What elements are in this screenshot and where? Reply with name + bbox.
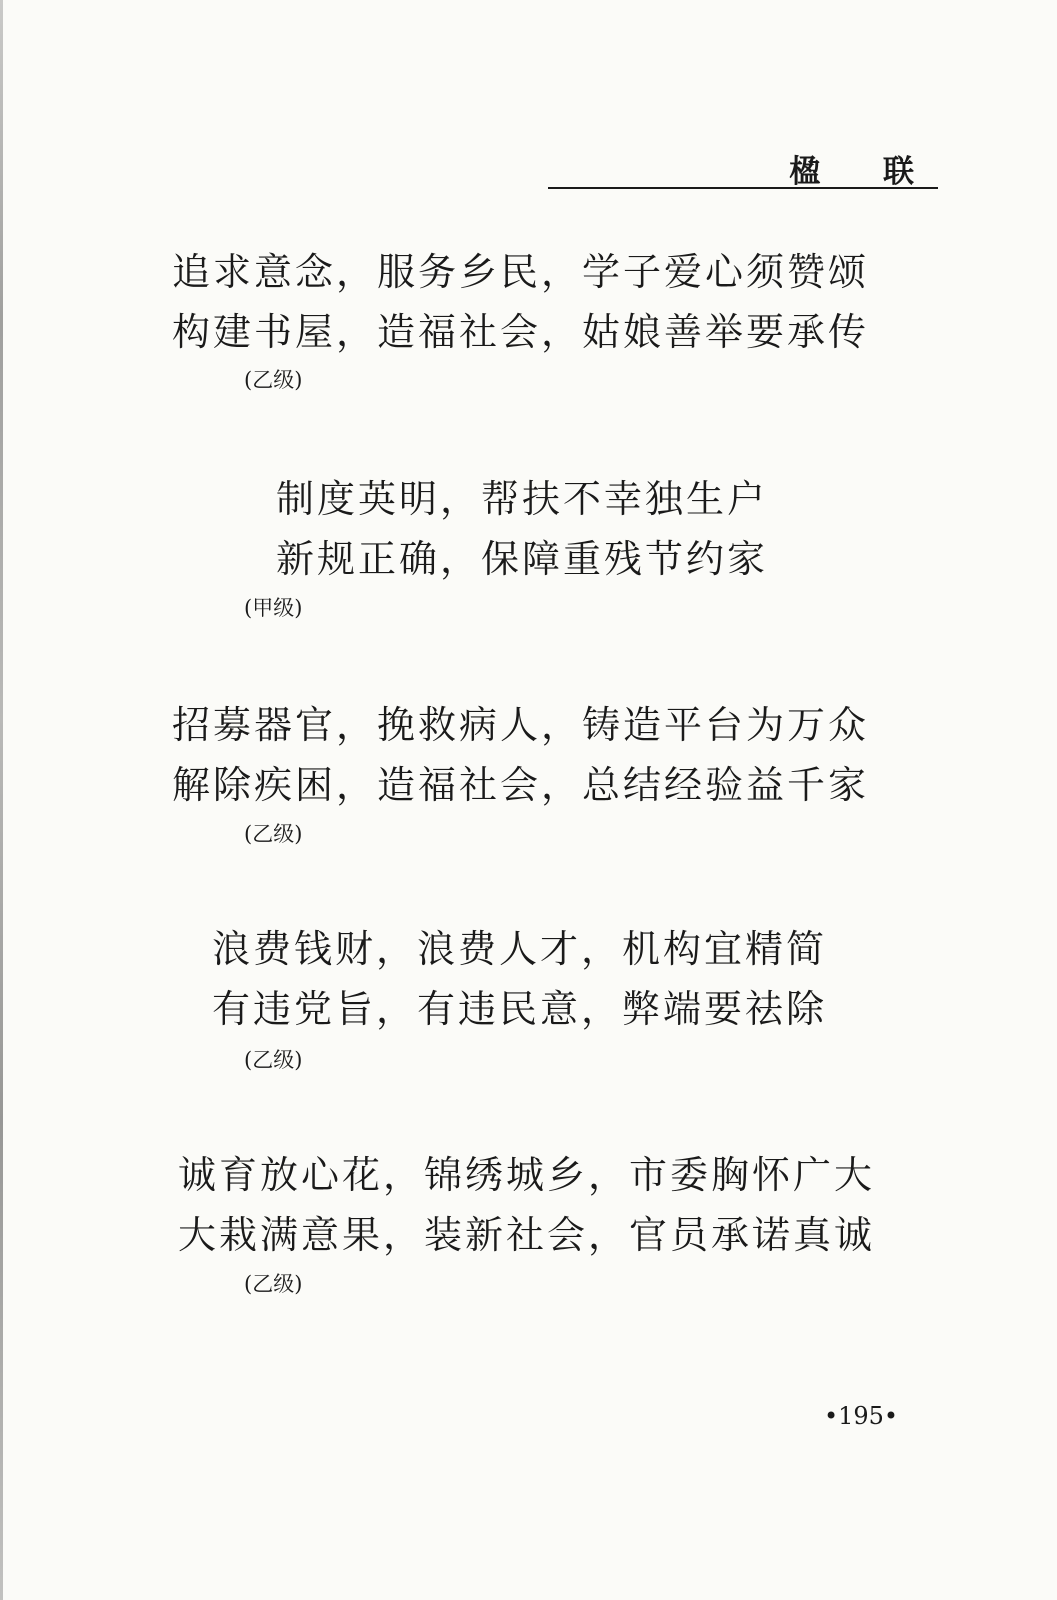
couplet-line-lower: 新规正确，保障重残节约家 xyxy=(276,537,769,581)
couplet-line-upper: 追求意念，服务乡民，学子爱心须赞颂 xyxy=(172,250,870,294)
running-header-title: 楹 联 xyxy=(789,154,940,190)
couplet-line-lower: 构建书屋，造福社会，姑娘善举要承传 xyxy=(172,310,870,354)
couplet-grade: (乙级) xyxy=(244,822,303,846)
couplet-line-upper: 浪费钱财，浪费人才，机构宜精简 xyxy=(212,927,828,971)
couplet-line-lower: 大栽满意果，装新社会，官员承诺真诚 xyxy=(178,1213,876,1257)
page-number: •195• xyxy=(823,1402,899,1430)
page-binding-edge xyxy=(0,0,3,1600)
couplet-grade: (甲级) xyxy=(244,596,303,620)
couplet-line-upper: 制度英明，帮扶不幸独生户 xyxy=(276,477,769,521)
couplet-grade: (乙级) xyxy=(244,1048,303,1072)
couplet-line-lower: 解除疾困，造福社会，总结经验益千家 xyxy=(172,763,870,807)
couplet-line-upper: 诚育放心花，锦绣城乡，市委胸怀广大 xyxy=(178,1153,876,1197)
couplet-line-lower: 有违党旨，有违民意，弊端要祛除 xyxy=(212,987,828,1031)
couplet-grade: (乙级) xyxy=(244,368,303,392)
couplet-line-upper: 招募器官，挽救病人，铸造平台为万众 xyxy=(172,703,870,747)
header-rule xyxy=(548,187,938,189)
couplet-grade: (乙级) xyxy=(244,1272,303,1296)
